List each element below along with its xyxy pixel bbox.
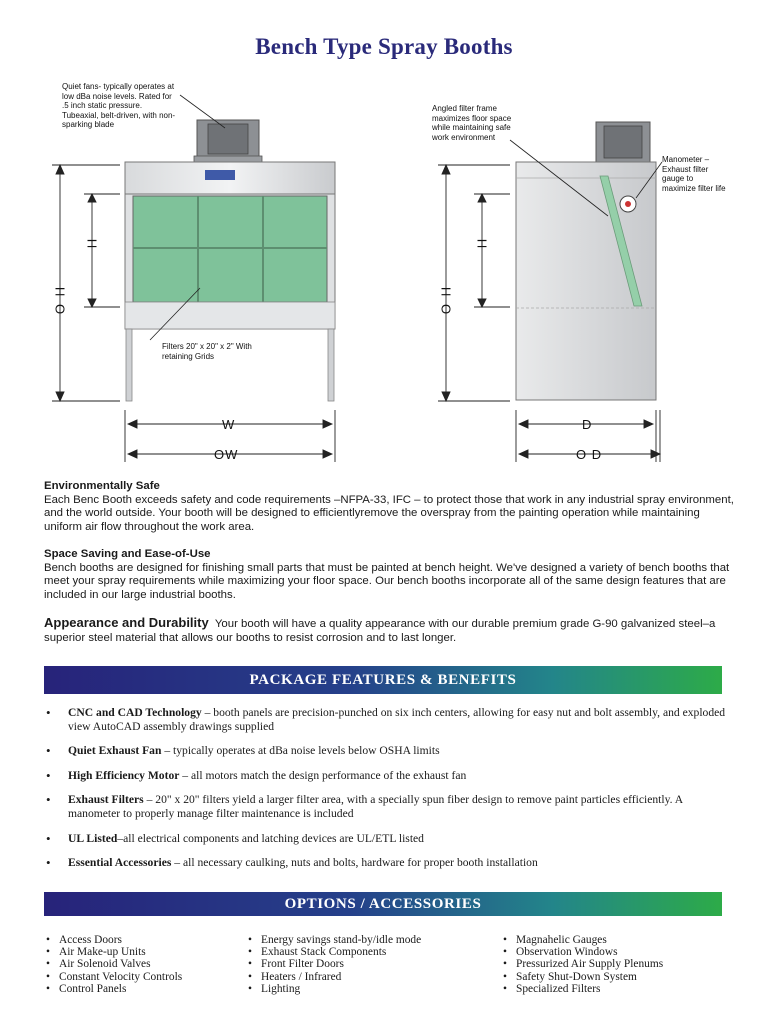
bullet-icon: • [46, 934, 50, 946]
front-w-label: W [222, 417, 236, 432]
bullet-icon: • [46, 830, 51, 846]
front-h-label: H [84, 236, 100, 249]
section-space-saving [44, 548, 734, 602]
side-view [510, 122, 662, 400]
section-body: Bench booths are designed for finishing small parts that must be painted at bench height. We've designed a variety of bench booths that meet your spray requirements while maximizing your floor space. Our bench booths incorporate all of the same design features that are included in our large industrial booths. [44, 561, 730, 601]
list-item: • Air Make-up Units [46, 946, 146, 959]
feature-text: – booth panels are precision-punched on six inch centers, allowing for easy nut and bolt assembly, and exploded view AutoCAD assembly drawings supplied [68, 706, 726, 733]
features-list [44, 706, 734, 881]
list-item: • Lighting [248, 982, 301, 995]
feature-name: Exhaust Filters [68, 793, 144, 807]
list-item: • Air Solenoid Valves [46, 958, 151, 971]
booth-drawing [0, 70, 768, 470]
front-ow-label: OW [214, 447, 239, 462]
list-item: • Front Filter Doors [248, 958, 344, 971]
list-item: • Access Doors [46, 934, 122, 946]
list-item: • Observation Windows [503, 946, 618, 959]
bullet-icon: • [248, 982, 252, 995]
list-item [44, 793, 734, 820]
list-item [44, 832, 734, 846]
side-oh-label: O H [438, 284, 454, 315]
list-item [44, 856, 734, 870]
list-item [44, 744, 734, 758]
section-body: Each Benc Booth exceeds safety and code requirements –NFPA-33, IFC – to protect those that work in any industrial spray environment, and the world outside. Your booth will be designed to efficientlyremove the overspray from the painting operation while maintaining uniform air flow throughout the work area. [44, 493, 734, 533]
list-item: • Safety Shut-Down System [503, 970, 637, 983]
list-item [44, 706, 734, 733]
section-body: Your booth will have a quality appearance with our durable premium grade G-90 galvanized steel–a superior steel material that allows our booths to resist corrosion and to last longer. [44, 618, 716, 644]
front-oh-label: O H [52, 284, 68, 315]
bullet-icon: • [46, 982, 50, 995]
filter-frame-callout: Angled filter frame maximizes floor space while maintaining safe work environment [432, 104, 512, 142]
bullet-icon: • [46, 958, 50, 971]
list-item: • Pressurized Air Supply Plenums [503, 958, 664, 971]
options-column-1 [46, 934, 182, 995]
bullet-icon: • [248, 946, 252, 959]
bullet-icon: • [248, 934, 252, 946]
manometer-callout: Manometer – Exhaust filter gauge to maximize filter life [662, 155, 726, 193]
bullet-icon: • [46, 792, 51, 808]
bullet-icon: • [46, 855, 51, 871]
bullet-icon: • [46, 767, 51, 783]
bullet-icon: • [46, 705, 51, 720]
list-item: • Control Panels [46, 982, 127, 995]
feature-text: – all necessary caulking, nuts and bolts, hardware for proper booth installation [171, 856, 538, 870]
list-item: • Exhaust Stack Components [248, 946, 387, 959]
feature-name: CNC and CAD Technology [68, 706, 202, 719]
feature-name: Quiet Exhaust Fan [68, 744, 162, 758]
booth-diagram [0, 70, 768, 470]
bullet-icon: • [46, 970, 50, 983]
feature-name: High Efficiency Motor [68, 768, 180, 782]
feature-text: –all electrical components and latching devices are UL/ETL listed [117, 831, 424, 845]
fan-callout: Quiet fans- typically operates at low dBa noise levels. Rated for .5 inch static pressure. Tubeaxial, belt-driven, with non-sparking blade [62, 82, 176, 129]
bullet-icon: • [248, 970, 252, 983]
list-item: • Specialized Filters [503, 982, 601, 995]
feature-text: – all motors match the design performance of the exhaust fan [179, 768, 467, 782]
side-od-label: O D [576, 447, 603, 462]
list-item: • Heaters / Infrared [248, 970, 342, 983]
side-h-label: H [474, 236, 490, 249]
section-heading: Appearance and Durability [44, 615, 209, 630]
feature-text: – typically operates at dBa noise levels below OSHA limits [161, 744, 440, 758]
options-banner: OPTIONS / ACCESSORIES [44, 892, 722, 916]
filters-callout: Filters 20" x 20" x 2" With retaining Grids [162, 342, 252, 361]
section-heading: Space Saving and Ease-of-Use [44, 548, 211, 560]
feature-name: UL Listed [68, 831, 118, 845]
feature-name: Essential Accessories [68, 856, 172, 870]
section-appearance-durability [44, 616, 734, 645]
features-banner: PACKAGE FEATURES & BENEFITS [44, 666, 722, 694]
section-heading: Environmentally Safe [44, 480, 160, 492]
list-item: • Energy savings stand-by/idle mode [248, 934, 422, 946]
page-title: Bench Type Spray Booths [255, 34, 513, 59]
options-column-3 [503, 934, 663, 995]
list-item [44, 769, 734, 783]
bullet-icon: • [503, 982, 507, 995]
bullet-icon: • [248, 958, 252, 971]
list-item: • Magnahelic Gauges [503, 934, 607, 946]
side-d-label: D [582, 417, 593, 432]
bullet-icon: • [503, 970, 507, 983]
bullet-icon: • [503, 934, 507, 946]
section-environmentally-safe [44, 480, 734, 534]
bullet-icon: • [503, 958, 507, 971]
list-item: • Constant Velocity Controls [46, 970, 183, 983]
bullet-icon: • [46, 946, 50, 959]
feature-text: – 20" x 20" filters yield a larger filter area, with a specially spun fiber design to remove paint particles efficiently. A manometer to properly manage filter maintenance is included [68, 793, 683, 820]
bullet-icon: • [46, 743, 51, 759]
options-column-2 [248, 934, 421, 995]
bullet-icon: • [503, 946, 507, 959]
